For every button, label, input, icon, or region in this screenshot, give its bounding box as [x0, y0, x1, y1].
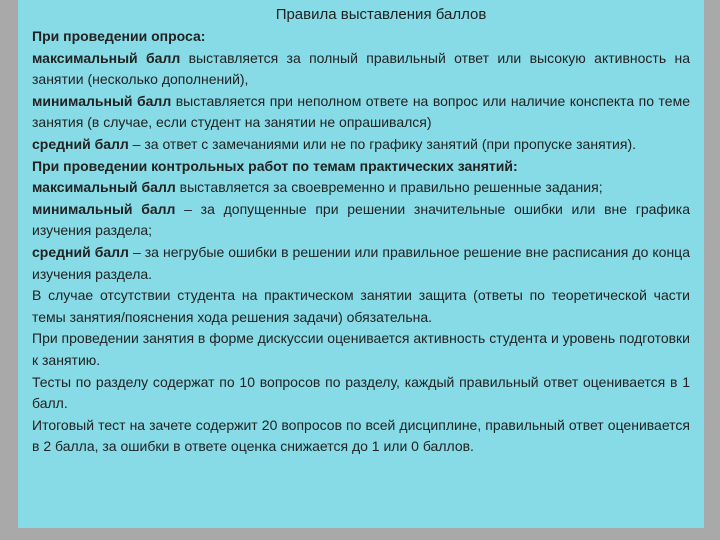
tests-max-text: выставляется за своевременно и правильно решенные задания;: [175, 179, 603, 196]
survey-avg-rule: [32, 134, 690, 156]
absence-rule: В случае отсутствии студента на практическом занятии защита (ответы по теоретической части темы занятия/пояснения хода решения задачи) обязательна.: [32, 287, 690, 325]
tests-avg-text: – за негрубые ошибки в решении или правильное решение вне расписания до конца изучения раздела.: [32, 243, 690, 282]
tests-avg-rule: [32, 242, 690, 285]
survey-avg-term: средний балл: [32, 135, 129, 152]
survey-avg-text: – за ответ с замечаниями или не по графику занятий (при пропуске занятия).: [128, 135, 637, 152]
survey-min-term: минимальный балл: [32, 92, 172, 109]
section-tests-rule: Тесты по разделу содержат по 10 вопросов по разделу, каждый правильный ответ оценивается в 1 балл.: [32, 373, 690, 412]
tests-heading: При проведении контрольных работ по темам практических занятий:: [32, 157, 518, 174]
slide-title: Правила выставления баллов: [275, 6, 487, 23]
discussion-rule: При проведении занятия в форме дискуссии оценивается активность студента и уровень подготовки к занятию.: [32, 330, 690, 368]
survey-min-text: выставляется при неполном ответе на вопрос или наличие конспекта по теме занятия (в случае, если студент на занятии не опрашивался): [32, 92, 690, 131]
tests-max-term: максимальный балл: [32, 179, 176, 196]
survey-min-rule: [32, 91, 690, 134]
tests-min-term: минимальный балл: [32, 200, 176, 217]
survey-max-rule: [32, 48, 690, 91]
tests-min-text: – за допущенные при решении значительные ошибки или вне графика изучения раздела;: [32, 200, 690, 239]
slide-content: [18, 0, 704, 528]
survey-max-term: максимальный балл: [32, 49, 181, 66]
survey-heading: При проведении опроса:: [32, 28, 206, 44]
final-test-rule: Итоговый тест на зачете содержит 20 вопросов по всей дисциплине, правильный ответ оценивается в 2 балла, за ошибки в ответе оценка снижается до 1 или 0 баллов.: [32, 416, 690, 455]
tests-avg-term: средний балл: [32, 243, 129, 260]
tests-max-rule: [32, 177, 690, 199]
tests-min-rule: [32, 199, 690, 242]
survey-max-text: выставляется за полный правильный ответ или высокую активность на занятии (несколько дополнений),: [32, 49, 690, 88]
